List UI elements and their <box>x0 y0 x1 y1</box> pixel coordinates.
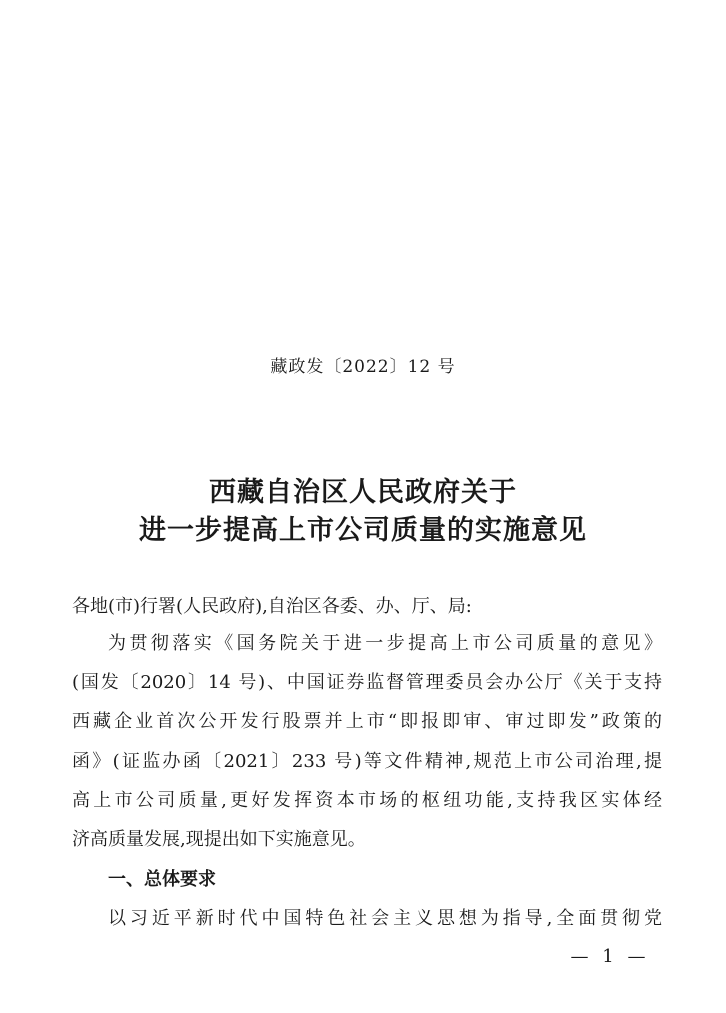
document-number: 藏政发〔2022〕12 号 <box>270 357 456 377</box>
paragraph-1-line-5: 高上市公司质量,更好发挥资本市场的枢纽功能,支持我区实体经 <box>72 790 662 811</box>
page-number: — 1 — <box>570 946 650 967</box>
paragraph-2-line-1: 以习近平新时代中国特色社会主义思想为指导,全面贯彻党 <box>108 908 662 929</box>
paragraph-1-line-4: 函》(证监办函〔2021〕233 号)等文件精神,规范上市公司治理,提 <box>72 751 662 772</box>
salutation: 各地(市)行署(人民政府),自治区各委、办、厅、局: <box>72 596 472 617</box>
title-line-2: 进一步提高上市公司质量的实施意见 <box>139 515 587 546</box>
paragraph-1-line-3: 西藏企业首次公开发行股票并上市“即报即审、审过即发”政策的 <box>72 711 662 732</box>
paragraph-1-line-2: (国发〔2020〕14 号)、中国证券监督管理委员会办公厅《关于支持 <box>72 672 662 693</box>
title-line-1: 西藏自治区人民政府关于 <box>209 477 517 508</box>
section-heading: 一、总体要求 <box>108 869 216 890</box>
paragraph-1-line-1: 为贯彻落实《国务院关于进一步提高上市公司质量的意见》 <box>108 633 662 654</box>
paragraph-1-line-6: 济高质量发展,现提出如下实施意见。 <box>72 829 366 850</box>
